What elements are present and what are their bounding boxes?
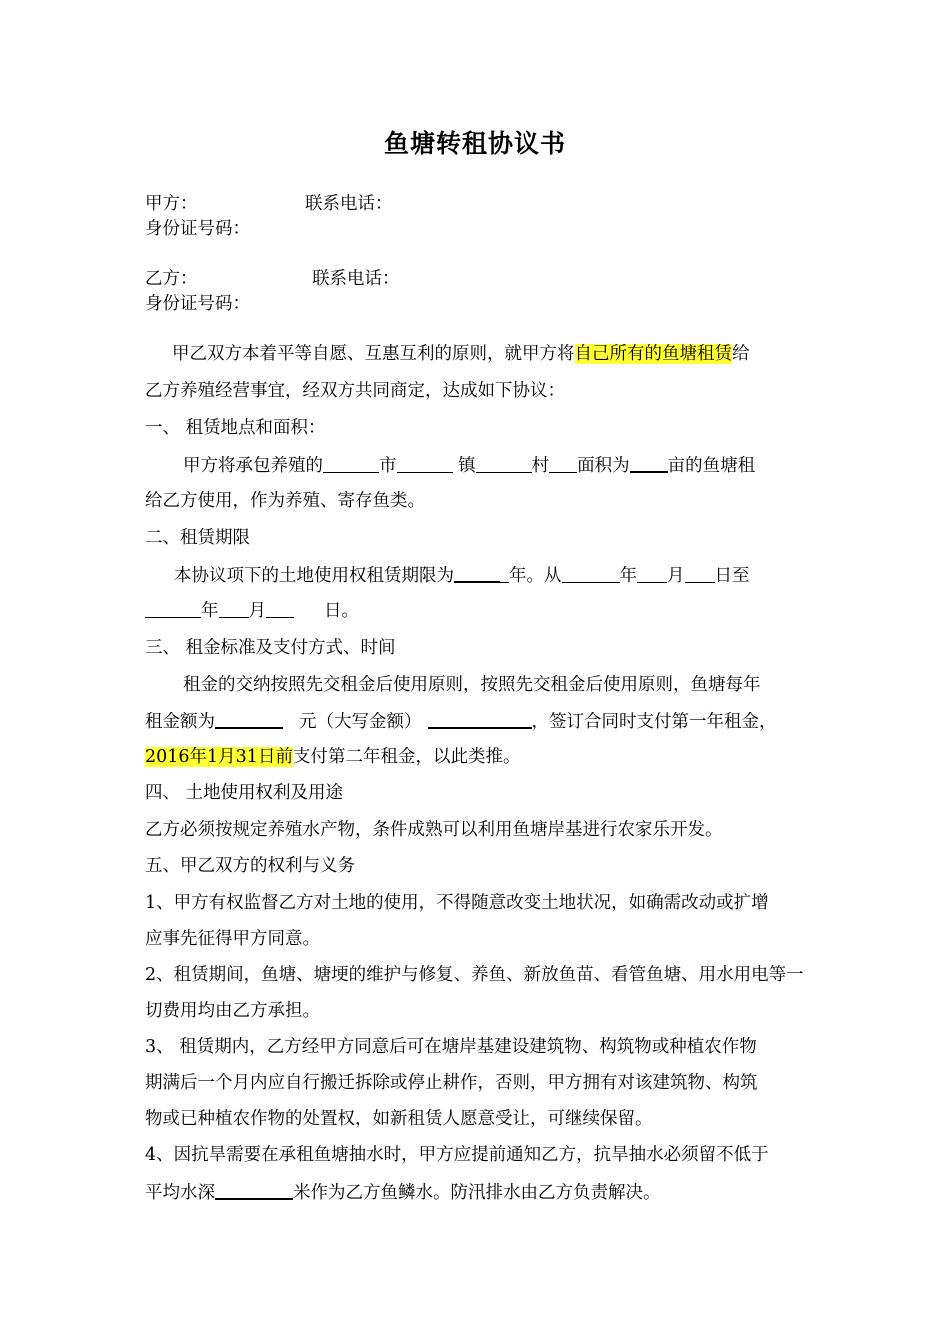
section-1-heading: 一、 租赁地点和面积： <box>145 418 326 438</box>
text: 村 <box>531 456 550 476</box>
intro-highlight: 自己所有的鱼塘租赁 <box>574 344 732 364</box>
area-blank <box>630 453 668 473</box>
intro-text: 甲乙双方本着平等自愿、互惠互利的原则，就甲方将 <box>172 344 575 364</box>
text: 甲方将承包养殖的 <box>183 456 323 476</box>
section-2-heading: 二、租赁期限 <box>145 528 250 548</box>
rent-amount-words-blank <box>428 709 532 729</box>
section-5-item-4-line-2 <box>145 1180 661 1205</box>
section-4-heading: 四、 土地使用权利及用途 <box>145 783 344 803</box>
section-3-line-2 <box>145 709 777 734</box>
party-b-id <box>145 292 250 316</box>
section-2-line-1 <box>174 563 750 588</box>
text: 元（大写金额） <box>299 712 422 732</box>
end-day-blank <box>266 599 294 618</box>
document-title: 鱼塘转租协议书 <box>383 129 566 158</box>
party-a-phone-label: 联系电话： <box>305 194 393 214</box>
text: 月 <box>248 601 266 621</box>
text: 面积为 <box>577 456 630 476</box>
rent-amount-blank <box>215 709 283 729</box>
town-blank <box>397 454 453 473</box>
text: 日。 <box>324 601 359 621</box>
start-year-blank <box>562 564 620 583</box>
party-a-id-label: 身份证号码： <box>145 219 250 239</box>
section-2-line-2 <box>145 599 359 623</box>
text: 本协议项下的土地使用权租赁期限为 <box>174 566 454 586</box>
city-blank <box>323 454 379 473</box>
section-5-item-4-line-1: 4、因抗旱需要在承租鱼塘抽水时，甲方应提前通知乙方，抗旱抽水必须留不低于 <box>145 1145 769 1165</box>
start-month-blank <box>637 564 667 583</box>
text: 月 <box>667 566 685 586</box>
text: 米作为乙方鱼鳞水。防汛排水由乙方负责解决。 <box>293 1183 661 1203</box>
section-3-line-1: 租金的交纳按照先交租金后使用原则，按照先交租金后使用原则，鱼塘每年 <box>183 675 761 695</box>
village-blank <box>476 454 532 473</box>
end-year-blank <box>145 599 201 618</box>
water-depth-blank <box>215 1180 293 1200</box>
party-a-phone <box>305 192 393 216</box>
text: 年 <box>201 601 219 621</box>
section-1-line-1 <box>183 453 755 478</box>
text: 亩的鱼塘租 <box>667 456 756 476</box>
party-b-line <box>145 267 198 291</box>
payment-date-highlight: 2016年1月31日前 <box>145 747 293 767</box>
section-5-item-3-line-3: 物或已种植农作物的处置权，如新租赁人愿意受让，可继续保留。 <box>145 1109 653 1129</box>
end-month-blank <box>219 599 249 618</box>
section-5-item-1-line-2: 应事先征得甲方同意。 <box>145 929 320 949</box>
section-3-heading: 三、 租金标准及支付方式、时间 <box>145 638 396 658</box>
party-b-phone-label: 联系电话： <box>312 269 400 289</box>
party-b-label: 乙方： <box>145 269 198 289</box>
text: 市 <box>379 456 397 476</box>
text: 年。从 <box>509 566 562 586</box>
intro-line-2: 乙方养殖经营事宜，经双方共同商定，达成如下协议： <box>145 381 565 401</box>
section-5-item-3-line-2: 期满后一个月内应自行搬迁拆除或停止耕作，否则，甲方拥有对该建筑物、构筑 <box>145 1073 758 1093</box>
section-5-item-3-line-1: 3、 租赁期内，乙方经甲方同意后可在塘岸基建设建筑物、构筑物或种植农作物 <box>145 1037 757 1057</box>
party-b-id-label: 身份证号码： <box>145 294 250 314</box>
term-years-blank-tail <box>500 564 509 583</box>
text: ，签订合同时支付第一年租金， <box>531 712 777 732</box>
party-a-line <box>145 192 198 216</box>
section-5-heading: 五、甲乙双方的权利与义务 <box>145 856 355 876</box>
text: 平均水深 <box>145 1183 215 1203</box>
intro-text-end: 给 <box>732 344 750 364</box>
section-3-line-3 <box>145 745 520 769</box>
village-extra-blank <box>549 454 577 473</box>
text: 租金额为 <box>145 712 215 732</box>
intro-line-1 <box>172 342 750 366</box>
section-5-item-2-line-1: 2、租赁期间，鱼塘、塘埂的维护与修复、养鱼、新放鱼苗、看管鱼塘、用水用电等一 <box>145 965 804 985</box>
section-5-item-1-line-1: 1、甲方有权监督乙方对土地的使用，不得随意改变土地状况，如确需改动或扩增 <box>145 893 769 913</box>
text: 镇 <box>452 456 476 476</box>
text: 日至 <box>714 566 750 586</box>
party-a-id <box>145 217 250 241</box>
section-5-item-2-line-2: 切费用均由乙方承担。 <box>145 1001 320 1021</box>
party-b-phone <box>312 267 400 291</box>
text: 年 <box>619 566 637 586</box>
section-1-line-2: 给乙方使用，作为养殖、寄存鱼类。 <box>145 491 425 511</box>
party-a-label: 甲方： <box>145 194 198 214</box>
section-4-line-1: 乙方必须按规定养殖水产物，条件成熟可以利用鱼塘岸基进行农家乐开发。 <box>145 820 723 840</box>
term-years-blank <box>454 563 500 583</box>
text: 支付第二年租金，以此类推。 <box>292 747 521 767</box>
start-day-blank <box>685 564 715 583</box>
